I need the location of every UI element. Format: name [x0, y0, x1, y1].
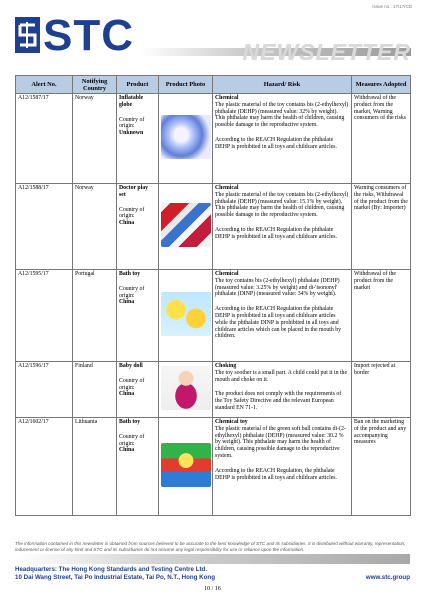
newsletter-title: NEWSLETTER: [242, 39, 411, 65]
hazard-type: Choking: [215, 363, 237, 369]
origin-label: Country of origin:: [119, 116, 145, 130]
photo-cell: [159, 418, 213, 516]
col-product: Product: [117, 76, 159, 94]
table-header-row: [16, 76, 411, 94]
measures-cell: Withdrawal of the product from the market: [352, 270, 411, 362]
country-cell: Finland: [73, 362, 117, 418]
origin-label: Country of origin:: [119, 433, 145, 447]
origin-value: China: [119, 299, 135, 306]
origin-value: China: [119, 447, 135, 454]
alert-no-cell: A12/1602/17: [16, 418, 73, 516]
col-measures-adopted: Measures Adopted: [352, 76, 411, 94]
product-name: Bath toy: [119, 419, 141, 425]
product-name: Doctor play set: [119, 185, 149, 198]
logo-mark-icon: [15, 17, 40, 53]
measures-cell: Withdrawal of the product from the market, Warning consumers of the risks: [352, 94, 411, 184]
inflatable-globe-photo: [161, 115, 211, 159]
hazard-cell: [213, 270, 352, 362]
origin-value: Unknown: [119, 130, 144, 137]
country-cell: Portugal: [73, 270, 117, 362]
alert-no-cell: A12/1588/17: [16, 184, 73, 270]
table-row: [16, 362, 411, 418]
origin-label: Country of origin:: [119, 377, 145, 391]
product-name: Baby doll: [119, 363, 143, 369]
alerts-table: [15, 75, 411, 516]
hazard-regulation: The product does not comply with the requirements of the Toy Safety Directive and the relevant European standard EN 71-1.: [215, 391, 342, 411]
hazard-desc: The toy soother is a small part. A child could put it in the mouth and choke on it.: [215, 369, 348, 383]
col-product-photo: Product Photo: [159, 76, 213, 94]
hazard-desc: The plastic material of the toy contains bis (2-ethylhexyl) phthalate (DEHP) (measured value: 32% by weight). This phthalate may harm the health of children, causing possible damage to the reproductive system.: [215, 101, 349, 129]
logo-text: STC: [43, 11, 134, 60]
product-cell: [117, 94, 159, 184]
table-row: [16, 418, 411, 516]
table-row: [16, 184, 411, 270]
hazard-regulation: According to the REACH Regulation the phthalate DEHP is prohibited in all toys and childcare articles.: [215, 136, 337, 150]
product-name: Inflatable globe: [119, 95, 144, 108]
table-row: [16, 270, 411, 362]
measures-cell: Import rejected at border: [352, 362, 411, 418]
measures-cell: Ban on the marketing of the product and any accompanying measures: [352, 418, 411, 516]
hq-line-1: Headquarters: The Hong Kong Standards and Testing Centre Ltd.: [15, 566, 208, 573]
headquarters-address: [15, 566, 215, 582]
col-notifying-country: Notifying Country: [73, 76, 117, 94]
hazard-type: Chemical toy: [215, 419, 248, 425]
hazard-type: Chemical: [215, 185, 239, 191]
product-cell: [117, 270, 159, 362]
bath-toy-ducks-photo: [161, 292, 211, 336]
country-cell: Lithuania: [73, 418, 117, 516]
col-hazard-risk: Hazard/ Risk: [213, 76, 352, 94]
hazard-desc: The plastic material of the green soft ball contains di-(2-ethylhexyl) phthalate (DEHP) (measured value: 30.2 % by weight). This phthalate may harm the health of children, causing possible damage to the reproductive system.: [215, 425, 346, 459]
hazard-cell: [213, 418, 352, 516]
origin-value: China: [119, 220, 135, 227]
product-cell: [117, 362, 159, 418]
table-row: [16, 94, 411, 184]
hazard-desc: The plastic material of the toy contains bis (2-ethylhexyl) phthalate (DEHP) (measured value: 15.1% by weight). This phthalate may harm the health of children, causing possible damage to the reproductive system.: [215, 191, 349, 219]
photo-cell: [159, 270, 213, 362]
page-number: 10 / 16: [204, 586, 221, 592]
hazard-type: Chemical: [215, 95, 239, 101]
col-alert-no: Alert No.: [16, 76, 73, 94]
country-cell: Norway: [73, 184, 117, 270]
photo-cell: [159, 362, 213, 418]
origin-value: China: [119, 391, 135, 398]
hazard-regulation: According to the REACH Regulation, the phthalate DEHP is prohibited in all toys and childcare articles.: [215, 467, 337, 481]
product-name: Bath toy: [119, 271, 141, 277]
hazard-cell: [213, 362, 352, 418]
footer-band: [15, 554, 410, 564]
photo-cell: [159, 184, 213, 270]
product-cell: [117, 418, 159, 516]
alert-no-cell: A12/1596/17: [16, 362, 73, 418]
issue-number: Issue no.: 17/17/CD: [372, 4, 412, 9]
hazard-type: Chemical: [215, 271, 239, 277]
disclaimer-text: The information contained in this newsletter is obtained from sources believed to be accurate to the best knowledge of STC and its subsidiaries. It is distributed without warranty, representation, inducement or license of any kind and STC and its subsidiaries do not assume any legal responsibility for use or reliance upon the information.: [15, 541, 406, 552]
hazard-cell: [213, 94, 352, 184]
hazard-regulation: According to the REACH Regulation the phthalate DEHP is prohibited in all toys and childcare articles while the phthalate DINP is prohibited in all toys and childcare articles which can be placed in the mouth by children.: [215, 306, 342, 340]
baby-doll-photo: [161, 366, 211, 410]
measures-cell: Warning consumers of the risks, Withdrawal of the product from the market (By: Importer): [352, 184, 411, 270]
alert-no-cell: A12/1587/17: [16, 94, 73, 184]
alert-no-cell: A12/1595/17: [16, 270, 73, 362]
doctor-play-set-photo: [161, 203, 211, 247]
origin-label: Country of origin:: [119, 206, 145, 220]
newsletter-banner: [140, 41, 411, 63]
hazard-desc: The toy contains bis (2-ethylhexyl) phthalate (DEHP) (measured value: 3.25% by weight) and di-'isononyl' phthalate (DINP) (measured value: 34% by weight).: [215, 277, 340, 298]
product-cell: [117, 184, 159, 270]
hazard-cell: [213, 184, 352, 270]
country-cell: Norway: [73, 94, 117, 184]
photo-cell: [159, 94, 213, 184]
website-link[interactable]: www.stc.group: [365, 574, 410, 581]
origin-label: Country of origin:: [119, 285, 145, 299]
hq-line-2: 10 Dai Wang Street, Tai Po Industrial Estate, Tai Po, N.T., Hong Kong: [15, 574, 215, 581]
bath-toy-set-photo: [161, 443, 211, 487]
hazard-regulation: According to the REACH Regulation the phthalate DEHP is prohibited in all toys and childcare articles.: [215, 226, 337, 240]
